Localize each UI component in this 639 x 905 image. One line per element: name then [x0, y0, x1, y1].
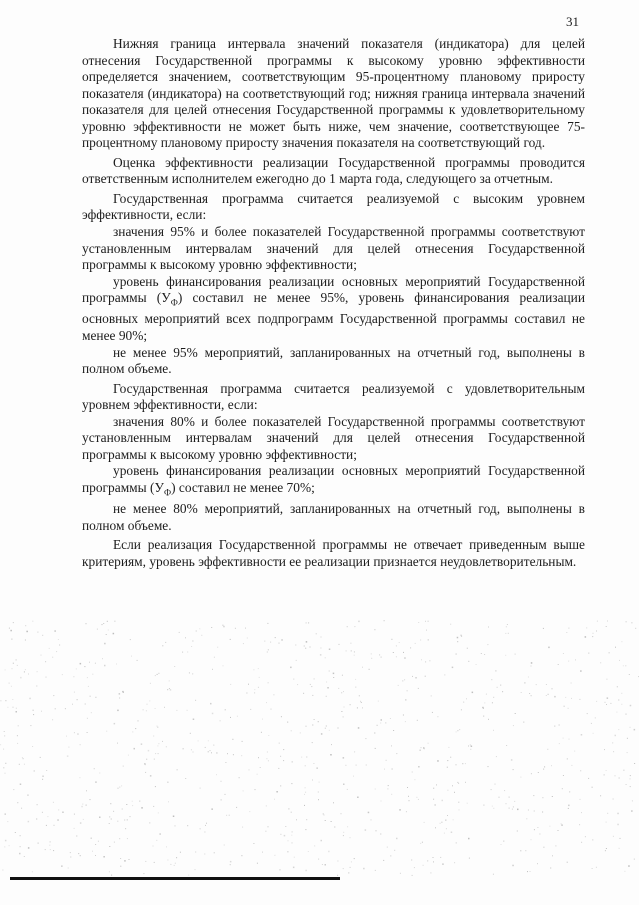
paragraph-unsatisfactory-rule: Если реализация Государственной программы не отвечает приведенным выше критериям, уровень эффективности ее реализации признается неудовлетворительным. — [82, 537, 585, 569]
scan-noise — [0, 620, 639, 890]
page-number: 31 — [566, 14, 579, 29]
paragraph-satisfactory-criterion-funding: уровень финансирования реализации основных мероприятий Государственной программы $(У_Ф)$ составил не менее 70%; — [82, 463, 585, 498]
paragraph-high-criterion-activities: не менее 95% мероприятий, запланированных на отчетный год, выполнены в полном объеме. — [82, 344, 585, 377]
paragraph-lower-bound-rule: Нижняя граница интервала значений показателя (индикатора) для целей отнесения Государственной программы к высокому уровню эффективности определяется значением, соответствующим 95-процентному плановому приросту показателя (индикатора) на соответствующий год; нижняя граница интервала значений показателя для целей отнесения Государственной программы к удовлетворительному уровню эффективности не может быть ниже, чем значение, соответствующее 75-процентному плановому приросту значения показателя на соответствующий год. — [82, 36, 585, 151]
document-body — [82, 36, 585, 570]
paragraph-high-efficiency-intro: Государственная программа считается реализуемой с высоким уровнем эффективности, если: — [82, 190, 585, 223]
paragraph-satisfactory-criterion-activities: не менее 80% мероприятий, запланированных на отчетный год, выполнены в полном объеме. — [82, 501, 585, 533]
paragraph-satisfactory-criterion-indicators: значения 80% и более показателей Государственной программы соответствуют установленным интервалам значений для целей отнесения Государственной программы к высокому уровню эффективности; — [82, 413, 585, 462]
bottom-scan-line — [10, 877, 340, 880]
paragraph-satisfactory-intro: Государственная программа считается реализуемой с удовлетворительным уровнем эффективности, если: — [82, 380, 585, 413]
paragraph-high-criterion-indicators: значения 95% и более показателей Государственной программы соответствуют установленным интервалам значений для целей отнесения Государственной программы к высокому уровню эффективности; — [82, 224, 585, 273]
paragraph-high-criterion-funding: уровень финансирования реализации основных мероприятий Государственной программы $(У_Ф)$ составил не менее 95%, уровень финансирования реализации основных мероприятий всех подпрограмм Государственной программы составил не менее 90%; — [82, 273, 586, 343]
paragraph-evaluation-deadline: Оценка эффективности реализации Государственной программы проводится ответственным исполнителем ежегодно до 1 марта года, следующего за отчетным. — [82, 154, 585, 187]
